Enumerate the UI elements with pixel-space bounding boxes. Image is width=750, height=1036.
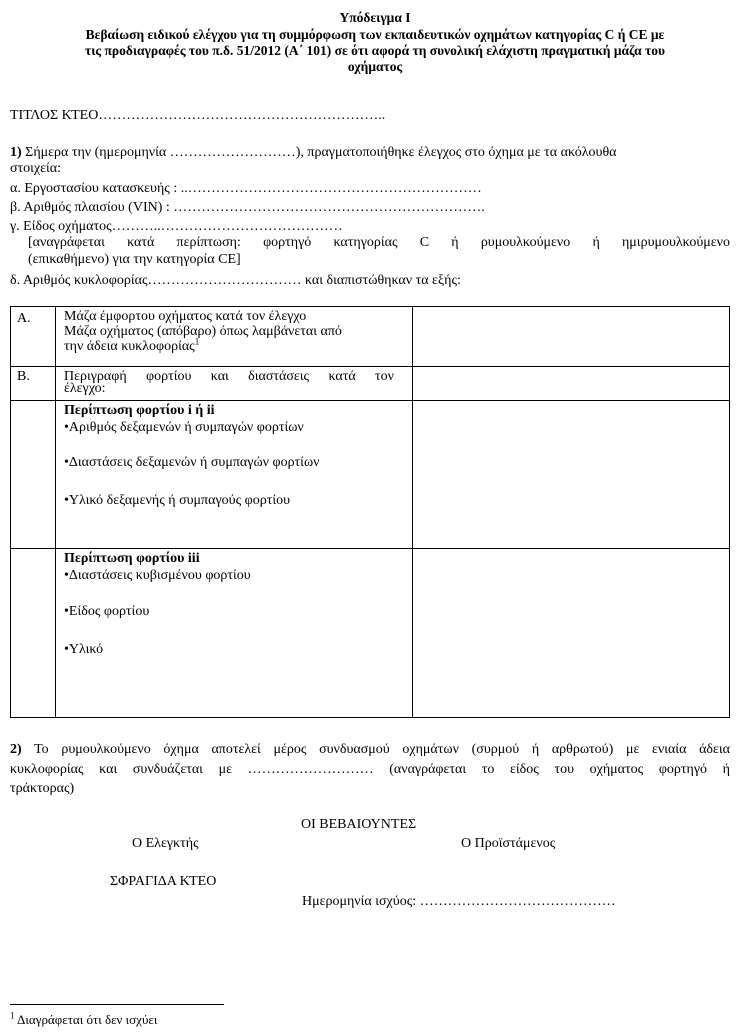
item-vehicle-type: γ. Είδος οχήματος………..………………………………… [10,219,343,234]
table-row-case-2 [11,549,730,718]
row-a-line-3: την άδεια κυκλοφορίας [64,339,195,354]
case-1-bullet-3: •Υλικό δεξαμενής ή συμπαγούς φορτίου [64,493,291,508]
row-b-description [56,367,413,401]
row-b-value-cell [413,367,730,401]
row-a-line-2: Μάζα οχήματος (απόβαρο) όπως λαμβάνεται από [64,324,342,339]
row-a-letter: Α. [11,307,56,367]
row-a-description [56,307,413,367]
form-subtitle-line-1: Βεβαίωση ειδικού ελέγχου για τη συμμόρφωση των εκπαιδευτικών οχημάτων κατηγορίας C ή CE με [85,27,665,42]
case-1-bullet-2: •Διαστάσεις δεξαμενών ή συμπαγών φορτίων [64,455,320,470]
kteo-stamp-label: ΣΦΡΑΓΙΔΑ ΚΤΕΟ [110,874,217,889]
inspection-table [10,306,730,718]
row-a-value-cell [413,307,730,367]
item-manufacturer: α. Εργοστασίου κατασκευής : ..……………………………………………………… [10,181,482,196]
row-a-line-1: Μάζα έμφορτου οχήματος κατά τον έλεγχο [64,309,307,324]
footnote-separator [10,1004,224,1005]
table-row-a [11,307,730,367]
case-2-letter-cell [11,549,56,718]
case-1-value-cell [413,401,730,549]
section-1-number: 1) [10,145,22,160]
row-b-line-2: έλεγχο: [64,381,106,396]
item-vin: β. Αριθμός πλαισίου (VIN) : …………………………………………………………. [10,200,485,215]
validity-date-line: Ημερομηνία ισχύος: …………………………………… [302,894,616,909]
section-2-number: 2) [10,742,22,757]
case-2-description [56,549,413,718]
section-2-line-1 [10,742,730,758]
footnote-text: Διαγράφεται ότι δεν ισχύει [14,1012,158,1027]
item-vehicle-type-note-2: (επικαθήμενο) για την κατηγορία CE] [28,252,241,267]
case-1-letter-cell [11,401,56,549]
case-2-bullet-3: •Υλικό [64,642,104,657]
section-2-text-1: Το ρυμουλκούμενο όχημα αποτελεί μέρος συνδυασμού οχημάτων (συρμού ή αρθρωτού) με ενιαία άδεια [34,742,730,757]
case-2-value-cell [413,549,730,718]
supervisor-label: Ο Προϊστάμενος [461,836,556,851]
row-a-line-3-wrap [64,336,394,354]
table-row-b [11,367,730,401]
ktheo-title-line: ΤΙΤΛΟΣ ΚΤΕΟ…………………………………………………….. [10,108,386,123]
table-row-case-1 [11,401,730,549]
inspector-label: Ο Ελεγκτής [132,836,199,851]
section-1-text-continued: στοιχεία: [10,161,62,176]
item-vehicle-type-note-1: [αναγράφεται κατά περίπτωση: φορτηγό κατηγορίας C ή ρυμουλκούμενο ή ημιρυμουλκούμενο [28,235,730,250]
form-title: Υπόδειγμα Ι [339,10,411,25]
signatories-heading: ΟΙ ΒΕΒΑΙΟΥΝΤΕΣ [301,817,417,832]
section-1-text: Σήμερα την (ημερομηνία ………………………), πραγματοποιήθηκε έλεγχος στο όχημα με τα ακόλουθα [25,145,617,160]
form-subtitle-line-2: τις προδιαγραφές του π.δ. 51/2012 (Α΄ 101) σε ότι αφορά τη συνολική ελάχιστη πραγματική μάζα του [84,43,666,58]
section-2-line-3: τράκτορας) [10,781,75,796]
case-2-heading: Περίπτωση φορτίου iii [64,551,200,566]
document-header [20,10,730,75]
section-1-intro [10,145,730,161]
section-2-line-2: κυκλοφορίας και συνδυάζεται με ……………………… (αναγράφεται το είδος του οχήματος φορτηγό ή [10,762,730,777]
footnote-reference: 1 [194,336,200,347]
case-2-bullet-2: •Είδος φορτίου [64,604,150,619]
row-b-letter: Β. [11,367,56,401]
case-1-heading: Περίπτωση φορτίου i ή ii [64,403,215,418]
footnote [10,1012,157,1028]
footnote-mark: 1 [10,1010,15,1021]
case-1-bullet-1: •Αριθμός δεξαμενών ή συμπαγών φορτίων [64,420,304,435]
case-1-description [56,401,413,549]
form-subtitle-line-3: οχήματος [347,59,403,74]
case-2-bullet-1: •Διαστάσεις κυβισμένου φορτίου [64,568,251,583]
row-b-line-1: Περιγραφή φορτίου και διαστάσεις κατά τον [64,369,394,384]
item-registration-number: δ. Αριθμός κυκλοφορίας…………………………… και διαπιστώθηκαν τα εξής: [10,273,461,288]
